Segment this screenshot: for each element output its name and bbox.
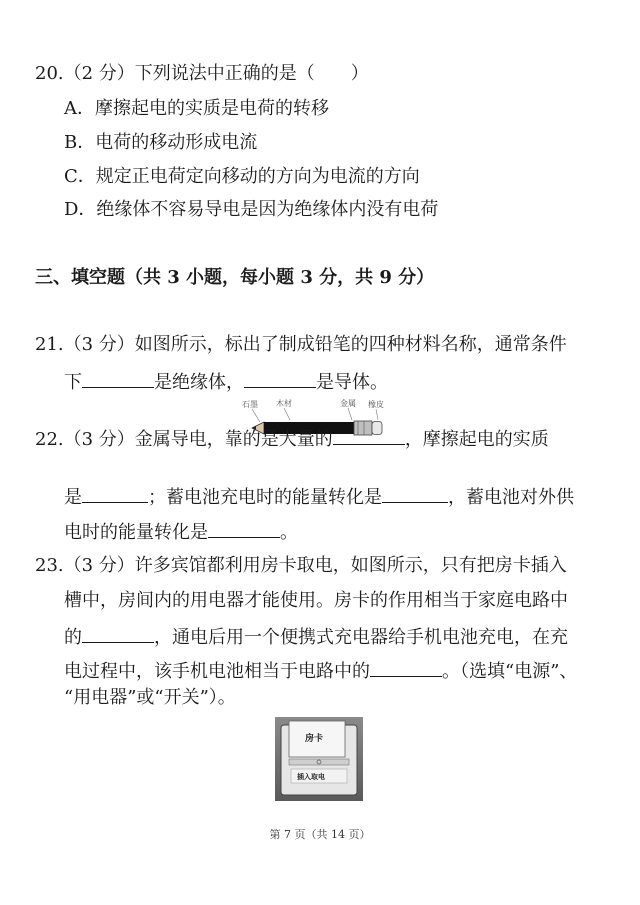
label-room-card: 房卡: [305, 734, 324, 744]
answer-blank[interactable]: [208, 519, 280, 538]
q23-line5: “用电器”或“开关”）。: [64, 687, 236, 708]
page-footer: 第 7 页（共 14 页）: [269, 828, 371, 841]
section-heading: 三、填空题（共 3 小题，每小题 3 分，共 9 分）: [35, 267, 435, 288]
label-graphite: 石墨: [242, 400, 258, 409]
q21-text-c: 是导体。: [316, 372, 388, 393]
q22-line1: [35, 426, 549, 452]
q22-text-2c: ，蓄电池对外供: [448, 487, 574, 508]
q22-line3: [64, 519, 298, 545]
answer-blank[interactable]: [82, 369, 154, 388]
q22-text-1b: ，摩擦起电的实质: [404, 429, 549, 450]
answer-blank[interactable]: [244, 369, 316, 388]
q20-option-d: D．绝缘体不容易导电是因为绝缘体内没有电荷: [64, 199, 439, 220]
answer-blank[interactable]: [370, 658, 442, 677]
q22-text-3b: 。: [280, 522, 298, 543]
label-eraser: 橡皮: [368, 400, 384, 409]
q21-text-b: 是绝缘体，: [154, 372, 244, 393]
q22-line2: [64, 484, 574, 510]
q20-option-c: C．规定正电荷定向移动的方向为电流的方向: [64, 166, 420, 187]
q22-text-1a: 22.（3 分）金属导电，靠的是大量的: [35, 429, 333, 450]
q22-text-3a: 电时的能量转化是: [64, 522, 208, 543]
answer-blank[interactable]: [82, 484, 148, 503]
q21-text-a: 下: [64, 372, 82, 393]
q20-option-b: B．电荷的移动形成电流: [64, 132, 258, 153]
q21-line2: [64, 369, 388, 395]
q23-line3: [64, 624, 568, 650]
q23-line1: 23.（3 分）许多宾馆都利用房卡取电，如图所示，只有把房卡插入: [35, 555, 567, 576]
q20-stem: 20.（2 分）下列说法中正确的是（ ）: [35, 63, 369, 84]
q23-text-4a: 电过程中，该手机电池相当于电路中的: [64, 661, 370, 682]
label-metal: 金属: [340, 399, 356, 408]
room-card-figure: [275, 717, 363, 805]
q23-text-4b: 。（选填“电源”、: [442, 661, 578, 682]
q22-text-2a: 是: [64, 487, 82, 508]
answer-blank[interactable]: [333, 426, 405, 445]
q23-text-3a: 的: [64, 627, 82, 648]
label-wood: 木材: [276, 399, 292, 408]
answer-blank[interactable]: [382, 484, 448, 503]
q23-line4: [64, 658, 577, 684]
q20-option-a: A．摩擦起电的实质是电荷的转移: [64, 98, 329, 119]
answer-blank[interactable]: [82, 624, 154, 643]
q23-text-3b: ，通电后用一个便携式充电器给手机电池充电，在充: [154, 627, 568, 648]
label-insert-power: 插入取电: [297, 773, 325, 781]
q22-text-2b: ；蓄电池充电时的能量转化是: [148, 487, 382, 508]
q21-line1: 21.（3 分）如图所示，标出了制成铅笔的四种材料名称，通常条件: [35, 334, 567, 355]
q23-line2: 槽中，房间内的用电器才能使用。房卡的作用相当于家庭电路中: [64, 590, 568, 611]
